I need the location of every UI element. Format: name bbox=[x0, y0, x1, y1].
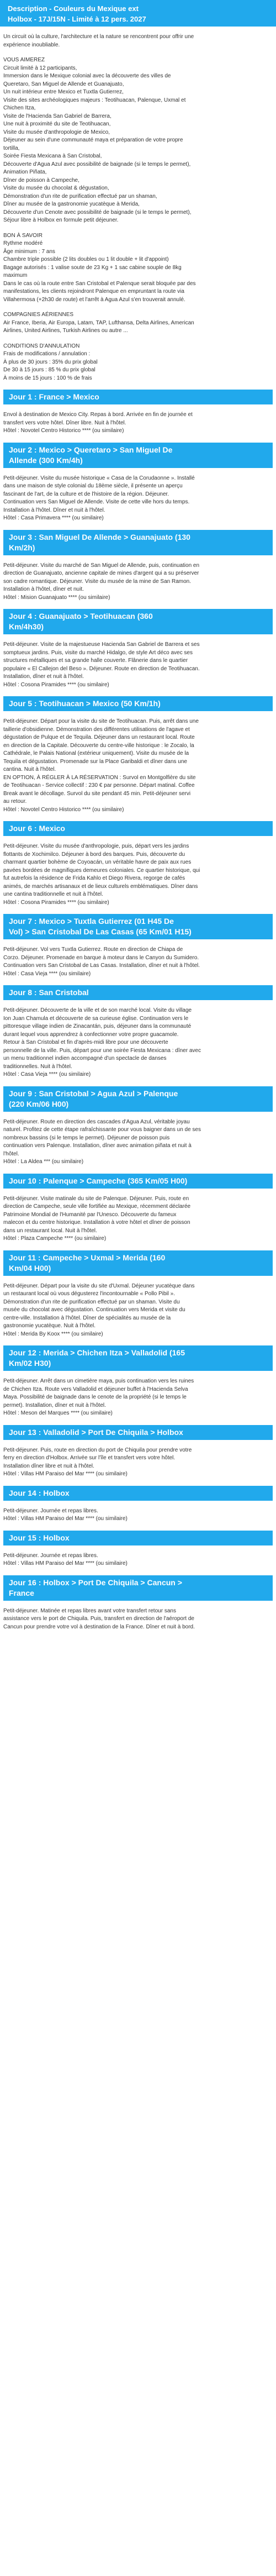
text-line: Hôtel : Cosona Piramides **** (ou similaire) bbox=[3, 681, 109, 688]
text-line: EN OPTION, À RÉGLER À LA RÉSERVATION : Survol en Montgolfière du site bbox=[3, 774, 196, 781]
text-line: populaire « El Callejon del Beso ». Déjeuner. Route en direction de Teotihuacan. bbox=[3, 665, 200, 672]
paragraph bbox=[3, 1195, 273, 1243]
text-line: Installation, dîner et nuit à l'hôtel. bbox=[3, 674, 84, 680]
day-heading bbox=[3, 1425, 273, 1440]
day-heading bbox=[3, 609, 273, 634]
text-line: animés, de marchés artisanaux et de lieux culturels emblématiques. Dîner dans bbox=[3, 883, 198, 890]
text-line: Circuit limité à 12 participants, bbox=[3, 65, 77, 71]
text-line: transfert vers votre hôtel. Dîner libre. Nuit à l'hôtel. bbox=[3, 419, 126, 426]
text-line: permet). Installation, dîner et nuit à l'hôtel. bbox=[3, 1402, 106, 1408]
text-line: manifestations, les clients rejoindront Palenque en empruntant la route via bbox=[3, 288, 184, 295]
text-line: Jour 14 : Holbox bbox=[9, 1488, 70, 1497]
text-line: Petit-déjeuner. Visite du musée historique « Casa de la Corudaonne ». Installé bbox=[3, 475, 195, 481]
day-heading bbox=[3, 1086, 273, 1112]
text-line: durant lequel vous apprendrez à confectionner votre propre guacamole. bbox=[3, 1031, 179, 1038]
text-line: musée du chocolat avec dégustation. Continuation vers Merida et visite du bbox=[3, 1307, 185, 1313]
text-line: Jour 15 : Holbox bbox=[9, 1533, 70, 1542]
day-heading bbox=[3, 390, 273, 404]
text-line: De 30 à 15 jours : 85 % du prix global bbox=[3, 367, 95, 373]
text-line: Tequila et dégustation. Promenade sur la Place Garibaldi et dîner dans une bbox=[3, 758, 187, 765]
text-line: Villahermosa (+2h30 de route) et l'arrêt à Agua Azul s'en trouverait annulé. bbox=[3, 296, 185, 303]
text-line: Un circuit où la culture, l'architecture et la nature se rencontrent pour offrir une bbox=[3, 34, 194, 40]
text-line: de Teotihuacan - Service collectif : 230 € par personne. Départ matinal. Coffee bbox=[3, 782, 195, 788]
day-heading bbox=[3, 696, 273, 711]
text-line: À plus de 30 jours : 35% du prix global bbox=[3, 359, 98, 365]
text-line: pavées bordées de magnifiques demeures coloniales. Ce quartier historique, qui bbox=[3, 867, 200, 874]
text-line: Hôtel : Villas HM Paraiso del Mar **** (ou similaire) bbox=[3, 1560, 128, 1566]
text-line: assistance vers le port de Chiquila. Puis, transfert en direction de l'aéroport de bbox=[3, 1616, 194, 1622]
text-line: Vol) > San Cristobal De Las Casas (65 Km/01 H15) bbox=[9, 927, 192, 936]
text-line: Airlines, United Airlines, Turkish Airlines ou autre ... bbox=[3, 328, 128, 334]
text-line: France bbox=[9, 1588, 34, 1597]
text-line: direction de Guanajuato, ancienne capitale de mines d'argent qui a su préserver bbox=[3, 570, 199, 576]
text-line: COMPAGNIES AÉRIENNES bbox=[3, 312, 74, 318]
text-line: une cantina traditionnelle et nuit à l'hôtel. bbox=[3, 891, 103, 897]
text-line: Soirée Fiesta Mexicana à San Cristobal, bbox=[3, 153, 102, 159]
day-heading bbox=[3, 914, 273, 939]
text-line: taillerie d'obsidienne. Démonstration des différentes utilisations de l'agave et bbox=[3, 726, 190, 733]
text-line: Petit-déjeuner. Visite matinale du site de Palenque. Déjeuner. Puis, route en bbox=[3, 1195, 189, 1202]
text-line: cantina. Nuit à l'hôtel. bbox=[3, 766, 56, 772]
text-line: Installation dîner libre et nuit à l'hôtel. bbox=[3, 1463, 94, 1469]
text-line: personnelle de la ville. Puis, départ pour une soirée Fiesta Mexicana : dîner avec bbox=[3, 1047, 201, 1054]
paragraph bbox=[3, 1507, 273, 1523]
text-line: Hôtel : Casa Vieja **** (ou similaire) bbox=[3, 1071, 91, 1077]
text-line: maximum bbox=[3, 272, 28, 278]
text-line: À moins de 15 jours : 100 % de frais bbox=[3, 375, 92, 381]
text-line: Air France, Iberia, Air Europa, Latam, TAP, Lufthansa, Delta Airlines, American bbox=[3, 319, 194, 326]
text-line: Petit-déjeuner. Journée et repas libres. bbox=[3, 1552, 98, 1559]
paragraph bbox=[3, 718, 273, 814]
text-line: dans un restaurant local. Nuit à l'hôtel. bbox=[3, 1227, 97, 1234]
paragraph bbox=[3, 311, 273, 335]
text-line: Hôtel : Villas HM Paraiso del Mar **** (ou similaire) bbox=[3, 1516, 128, 1522]
text-line: Démonstration d'un rite de purification effectué par un shaman, bbox=[3, 193, 157, 199]
text-line: Petit-déjeuner. Départ pour la visite du site d'Uxmal. Déjeuner yucatèque dans bbox=[3, 1282, 195, 1289]
text-line: direction de Campeche, seule ville fortifiée au Mexique, récemment déclarée bbox=[3, 1203, 191, 1210]
text-line: Hôtel : Casa Primavera **** (ou similaire) bbox=[3, 515, 104, 521]
text-line: Km/4h30) bbox=[9, 622, 44, 631]
text-line: Hôtel : Cosona Piramides **** (ou similaire) bbox=[3, 899, 109, 906]
paragraph bbox=[3, 1118, 273, 1166]
text-line: Séjour libre à Holbox en formule petit déjeuner. bbox=[3, 217, 119, 223]
text-line: BON À SAVOIR bbox=[3, 232, 43, 239]
text-line: Jour 11 : Campeche > Uxmal > Merida (160 bbox=[9, 1253, 166, 1262]
day-heading bbox=[3, 1575, 273, 1601]
text-line: Jour 10 : Palenque > Campeche (365 Km/05 H00) bbox=[9, 1176, 188, 1185]
text-line: Petit-déjeuner. Découverte de la ville et de son marché local. Visite du village bbox=[3, 1007, 192, 1013]
paragraph bbox=[3, 843, 273, 907]
text-line: son cadre romantique. Déjeuner. Visite du musée de la mine de San Ramon. bbox=[3, 578, 192, 585]
text-line: Dans le cas où la route entre San Cristobal et Palenque serait bloquée par des bbox=[3, 280, 196, 287]
text-line: Immersion dans le Mexique colonial avec la découverte des villes de bbox=[3, 73, 171, 79]
text-line: Frais de modifications / annulation : bbox=[3, 351, 91, 357]
text-line: VOUS AIMEREZ bbox=[3, 57, 45, 63]
paragraph bbox=[3, 56, 273, 225]
text-line: Installation à l'hôtel. Dîner et nuit à l'hôtel. bbox=[3, 507, 105, 513]
text-line: Petit-déjeuner. Matinée et repas libres avant votre transfert retour sans bbox=[3, 1607, 176, 1614]
text-line: expérience inoubliable. bbox=[3, 41, 60, 48]
text-line: tortilla, bbox=[3, 145, 20, 151]
text-line: Découverte d'Agua Azul avec possibilité de baignade (si le temps le permet), bbox=[3, 161, 191, 167]
day-heading bbox=[3, 1250, 273, 1276]
text-line: Jour 1 : France > Mexico bbox=[9, 392, 99, 401]
text-line: Hôtel : Novotel Centro Historico **** (ou similaire) bbox=[3, 806, 124, 813]
paragraph bbox=[3, 946, 273, 978]
text-line: Cancun pour prendre votre vol à destination de la France. Dîner et nuit à bord. bbox=[3, 1623, 195, 1630]
text-line: Continuation vers San Cristobal de Las Casas. Installation, dîner et nuit à l'hôtel. bbox=[3, 963, 200, 969]
text-line: Hôtel : Meson del Marques **** (ou similaire) bbox=[3, 1410, 113, 1416]
text-line: de Chichen Itza. Route vers Valladolid et déjeuner buffet à l'Hacienda Selva bbox=[3, 1386, 188, 1392]
text-line: somptueux jardins. Puis, visite du marché Hidalgo, de style Art déco avec ses bbox=[3, 649, 193, 656]
text-line: Petit-déjeuner. Puis, route en direction du port de Chiquila pour prendre votre bbox=[3, 1447, 192, 1453]
day-heading bbox=[3, 443, 273, 468]
paragraph bbox=[3, 641, 273, 689]
text-line: Jour 16 : Holbox > Port De Chiquila > Cancun > bbox=[9, 1578, 182, 1587]
paragraph bbox=[3, 562, 273, 602]
day-heading bbox=[3, 821, 273, 836]
text-line: Jour 7 : Mexico > Tuxtla Gutierrez (01 H45 De bbox=[9, 917, 174, 926]
day-heading bbox=[3, 530, 273, 555]
text-line: Découverte d'un Cenote avec possibilité de baignade (si le temps le permet), bbox=[3, 209, 192, 215]
text-line: Jour 4 : Guanajuato > Teotihuacan (360 bbox=[9, 612, 153, 621]
day-heading bbox=[3, 1486, 273, 1501]
text-line: Jour 2 : Mexico > Queretaro > San Miguel De bbox=[9, 445, 173, 454]
text-line: Jour 13 : Valladolid > Port De Chiquila > Holbox bbox=[9, 1427, 183, 1437]
text-line: Petit-déjeuner. Visite du musée d'anthropologie, puis, départ vers les jardins bbox=[3, 843, 189, 849]
text-line: Envol à destination de Mexico City. Repas à bord. Arrivée en fin de journée et bbox=[3, 412, 193, 418]
text-line: Déjeuner au sein d'une communauté maya et préparation de votre propre bbox=[3, 137, 183, 143]
paragraph bbox=[3, 343, 273, 383]
text-line: traditionnelles. Nuit à l'hôtel. bbox=[3, 1063, 72, 1070]
text-line: continuation vers Palenque. Installation, dîner avec animation piñata et nuit à bbox=[3, 1143, 192, 1149]
text-line: Jour 3 : San Miguel De Allende > Guanajuato (130 bbox=[9, 532, 190, 542]
itinerary-content bbox=[0, 33, 276, 1631]
day-heading bbox=[3, 1174, 273, 1189]
text-line: Petit-déjeuner. Visite du marché de San Miguel de Allende, puis, continuation en bbox=[3, 562, 200, 569]
paragraph bbox=[3, 1607, 273, 1632]
text-line: dégustation de Pulque et de Tequila. Déjeuner dans un restaurant local. Route bbox=[3, 734, 195, 740]
text-line: Chichen Itza, bbox=[3, 105, 36, 111]
text-line: Visite de l'Hacienda San Gabriel de Barrera, bbox=[3, 113, 112, 119]
text-line: Jour 9 : San Cristobal > Agua Azul > Palenque bbox=[9, 1089, 178, 1098]
text-line: Un nuit intérieur entre Mexico et Tuxtla Gutierrez, bbox=[3, 89, 124, 95]
text-line: nombreux bassins (si le temps le permet). Déjeuner de poisson puis bbox=[3, 1134, 170, 1141]
text-line: Dîner au musée de la gastronomie yucatèque à Merida, bbox=[3, 201, 140, 207]
text-line: Chambre triple possible (2 lits doubles ou 1 lit double + lit d'appoint) bbox=[3, 256, 169, 262]
text-line: ferry en direction d'Holbox. Arrivée sur l'île et transfert vers votre hôtel. bbox=[3, 1455, 176, 1461]
text-line: Bagage autorisés : 1 valise soute de 23 Kg + 1 sac cabine souple de 8kg bbox=[3, 264, 182, 271]
text-line: centre-ville. Installation à l'hôtel. Dîner de spécialités au musée de la bbox=[3, 1315, 171, 1321]
text-line: Km/04 H00) bbox=[9, 1263, 51, 1273]
page-title-line-2: Holbox - 17J/15N - Limité à 12 pers. 2027 bbox=[8, 15, 146, 23]
day-heading bbox=[3, 1531, 273, 1545]
text-line: Dîner de poisson à Campeche, bbox=[3, 177, 79, 183]
text-line: Petit-déjeuner. Journée et repas libres. bbox=[3, 1507, 98, 1514]
text-line: charmant quartier bohème de Coyoacán, un véritable havre de paix aux rues bbox=[3, 859, 192, 865]
text-line: fut autrefois la résidence de Frida Kahlo et Diego Rivera, regorge de cafés bbox=[3, 875, 185, 881]
text-line: Ion Juan Chamula et découverte de sa curieuse église. Continuation vers le bbox=[3, 1015, 189, 1022]
text-line: Âge minimum : 7 ans bbox=[3, 248, 55, 255]
paragraph bbox=[3, 1282, 273, 1339]
text-line: Queretaro, San Miguel de Allende et Guanajuato, bbox=[3, 81, 124, 87]
text-line: Petit-déjeuner. Vol vers Tuxtla Gutierrez. Route en direction de Chiapa de bbox=[3, 947, 183, 953]
text-line: Break avant le décollage. Survol du site pendant 45 min. Petit-déjeuner servi bbox=[3, 790, 191, 797]
text-line: Une nuit à proximité du site de Teotihuacan, bbox=[3, 121, 111, 127]
text-line: Hôtel : Casa Vieja **** (ou similaire) bbox=[3, 970, 91, 977]
text-line: Visite des sites archéologiques majeurs : Teotihuacan, Palenque, Uxmal et bbox=[3, 97, 186, 103]
text-line: un menu traditionnel indien accompagné d'un spectacle de danses bbox=[3, 1055, 167, 1061]
day-heading bbox=[3, 1345, 273, 1371]
text-line: CONDITIONS D'ANNULATION bbox=[3, 343, 80, 349]
text-line: Hôtel : Plaza Campeche **** (ou similaire) bbox=[3, 1236, 107, 1242]
page-title-line-1: Description - Couleurs du Mexique ext bbox=[8, 4, 139, 13]
text-line: Installation à l'hôtel, dîner et nuit. bbox=[3, 586, 84, 592]
text-line: dans une maison de style colonial du 18ème siècle, il présente un aperçu bbox=[3, 483, 183, 489]
text-line: Jour 5 : Teotihuacan > Mexico (50 Km/1h) bbox=[9, 699, 161, 708]
page-title bbox=[0, 0, 276, 27]
text-line: gastronomie yucatèque. Nuit à l'hôtel. bbox=[3, 1323, 96, 1329]
paragraph bbox=[3, 232, 273, 304]
text-line: Visite du musée d'anthropologie de Mexico, bbox=[3, 129, 110, 135]
text-line: Petit-déjeuner. Visite de la majestueuse Hacienda San Gabriel de Barrera et ses bbox=[3, 642, 200, 648]
text-line: Hôtel : Villas HM Paraiso del Mar **** (ou similaire) bbox=[3, 1471, 128, 1477]
paragraph bbox=[3, 33, 273, 49]
text-line: Petit-déjeuner. Arrêt dans un cimetière maya, puis continuation vers les ruines bbox=[3, 1378, 194, 1384]
text-line: en direction de la Capitale. Découverte du centre-ville historique : le Zocalo, la bbox=[3, 742, 194, 749]
paragraph bbox=[3, 475, 273, 523]
text-line: Visite du musée du chocolat & dégustation, bbox=[3, 185, 109, 191]
text-line: Petit-déjeuner. Départ pour la visite du site de Teotihuacan. Puis, arrêt dans une bbox=[3, 718, 199, 724]
text-line: Corzo. Déjeuner. Promenade en barque à moteur dans le Canyon du Sumidero. bbox=[3, 954, 199, 961]
text-line: malecon et du centre historique. Installation à votre hôtel et dîner de poisson bbox=[3, 1219, 190, 1226]
text-line: fascinant de l'art, de la culture et de l'histoire de la région. Déjeuner. bbox=[3, 491, 169, 497]
text-line: Km/02 H30) bbox=[9, 1359, 51, 1368]
text-line: Hôtel : La Aldea *** (ou similaire) bbox=[3, 1159, 84, 1165]
paragraph bbox=[3, 1007, 273, 1079]
text-line: pittoresque village indien de Zinacantán, puis, déjeuner dans la communauté bbox=[3, 1023, 192, 1029]
text-line: Allende (300 Km/4h) bbox=[9, 455, 83, 465]
text-line: naturel. Profitez de cette étape rafraîchissante pour vous baigner dans un de ses bbox=[3, 1127, 201, 1133]
text-line: un restaurant local où vous dégusterez l'incontournable « Pollo Pibil ». bbox=[3, 1291, 175, 1297]
text-line: Hôtel : Merida By Koox **** (ou similaire) bbox=[3, 1331, 103, 1337]
text-line: Hôtel : Novotel Centro Historico **** (ou similaire) bbox=[3, 428, 124, 434]
text-line: Jour 6 : Mexico bbox=[9, 824, 65, 833]
text-line: Jour 8 : San Cristobal bbox=[9, 988, 89, 997]
day-heading bbox=[3, 985, 273, 1000]
text-line: Rythme modéré bbox=[3, 240, 43, 246]
text-line: Maya. Possibilité de baignade dans le cenote de la propriété (si le temps le bbox=[3, 1394, 187, 1400]
text-line: Animation Piñata, bbox=[3, 169, 47, 175]
text-line: Retour à San Cristobal et fin d'après-midi libre pour une découverte bbox=[3, 1039, 168, 1045]
paragraph bbox=[3, 411, 273, 435]
text-line: Km/2h) bbox=[9, 543, 35, 552]
text-line: structures métalliques et sa grande halle couverte. Flânerie dans le quartier bbox=[3, 658, 188, 664]
text-line: l'hôtel. bbox=[3, 1150, 19, 1157]
text-line: Patrimoine Mondial de l'Humanité par l'Unesco. Découverte du fameux bbox=[3, 1211, 177, 1218]
paragraph bbox=[3, 1552, 273, 1568]
text-line: Démonstration d'un rite de purification effectué par un shaman. Visite du bbox=[3, 1298, 180, 1305]
text-line: (220 Km/06 H00) bbox=[9, 1099, 69, 1108]
text-line: Jour 12 : Merida > Chichen Itza > Valladolid (165 bbox=[9, 1348, 185, 1357]
text-line: Continuation vers San Miguel de Allende. Visite de cette ville hors du temps. bbox=[3, 499, 190, 505]
text-line: flottants de Xochimilco. Déjeuner à bord des barques. Puis, découverte du bbox=[3, 851, 185, 858]
text-line: au retour. bbox=[3, 798, 27, 805]
paragraph bbox=[3, 1447, 273, 1479]
paragraph bbox=[3, 1378, 273, 1418]
text-line: Cathédrale, le Palais National (extérieur uniquement). Visite du musée de la bbox=[3, 750, 189, 756]
text-line: Hôtel : Mision Guanajuato **** (ou similaire) bbox=[3, 594, 110, 601]
text-line: Petit-déjeuner. Route en direction des cascades d'Agua Azul, véritable joyau bbox=[3, 1118, 190, 1125]
